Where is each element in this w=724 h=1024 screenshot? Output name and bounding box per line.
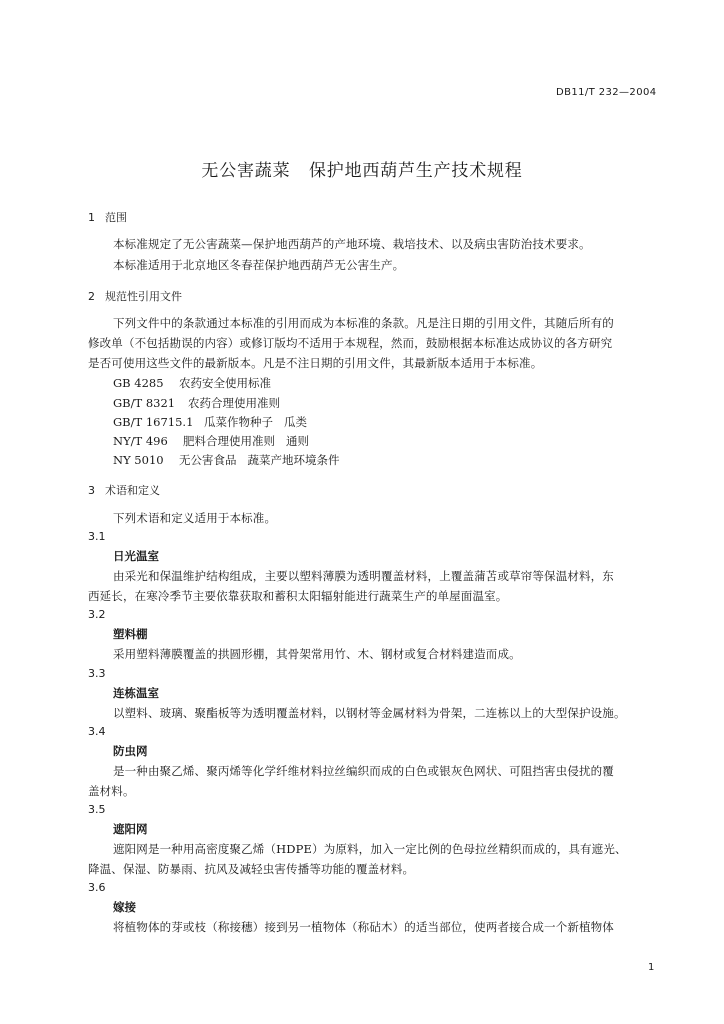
term-title: 塑料棚 xyxy=(113,627,148,641)
subsection-number: 3.1 xyxy=(88,530,106,543)
term-title: 遮阳网 xyxy=(113,822,148,836)
section-title: 规范性引用文件 xyxy=(105,290,182,303)
reference-code: GB/T 8321 xyxy=(113,396,176,410)
page-number: 1 xyxy=(648,962,655,973)
reference-code: GB/T 16715.1 xyxy=(113,415,194,429)
section-title: 术语和定义 xyxy=(105,484,160,497)
document-title: 无公害蔬菜 保护地西葫芦生产技术规程 xyxy=(201,161,523,181)
subsection-number: 3.2 xyxy=(88,608,106,621)
term-title: 连栋温室 xyxy=(113,686,159,700)
subsection-number: 3.5 xyxy=(88,803,106,816)
reference-code: GB 4285 xyxy=(113,376,164,390)
paragraph: 遮阳网是一种用高密度聚乙烯（HDPE）为原料，加入一定比例的色母拉丝精织而成的，具有遮光、 xyxy=(113,842,627,856)
paragraph: 以塑料、玻璃、聚酯板等为透明覆盖材料，以钢材等金属材料为骨架，二连栋以上的大型保护设施。 xyxy=(113,706,626,720)
term-title: 防虫网 xyxy=(113,744,148,758)
reference-name: 无公害食品 蔬菜产地环境条件 xyxy=(179,453,340,467)
reference-item xyxy=(113,395,280,411)
section-title: 范围 xyxy=(105,211,127,224)
paragraph: 采用塑料薄膜覆盖的拱圆形棚，其骨架常用竹、木、钢材或复合材料建造而成。 xyxy=(113,647,521,661)
paragraph: 本标准适用于北京地区冬春茬保护地西葫芦无公害生产。 xyxy=(113,258,405,272)
paragraph: 修改单（不包括勘误的内容）或修订版均不适用于本规程，然而，鼓励根据本标准达成协议的各方研究 xyxy=(88,336,613,350)
reference-item xyxy=(113,375,271,391)
section-number: 2 xyxy=(88,290,95,303)
subsection-number: 3.4 xyxy=(88,725,106,738)
subsection-number: 3.6 xyxy=(88,881,106,894)
paragraph: 将植物体的芽或枝（称接穗）接到另一植物体（称砧木）的适当部位，使两者接合成一个新植物体 xyxy=(113,920,614,934)
reference-name: 肥料合理使用准则 通则 xyxy=(183,434,309,448)
section-number: 3 xyxy=(88,484,95,497)
paragraph: 西延长，在寒冷季节主要依靠获取和蓄积太阳辐射能进行蔬菜生产的单屋面温室。 xyxy=(88,589,508,603)
paragraph: 是否可使用这些文件的最新版本。凡是不注日期的引用文件，其最新版本适用于本标准。 xyxy=(88,356,543,370)
subsection-number: 3.3 xyxy=(88,667,106,680)
section-1-heading xyxy=(88,209,127,225)
reference-item xyxy=(113,414,307,430)
section-number: 1 xyxy=(88,211,95,224)
term-title: 嫁接 xyxy=(113,900,136,914)
reference-item xyxy=(113,452,339,468)
paragraph: 降温、保湿、防暴雨、抗风及减轻虫害传播等功能的覆盖材料。 xyxy=(88,862,415,876)
section-3-heading xyxy=(88,482,160,498)
paragraph: 下列文件中的条款通过本标准的引用而成为本标准的条款。凡是注日期的引用文件，其随后所有的 xyxy=(113,316,614,330)
paragraph: 盖材料。 xyxy=(88,784,135,798)
paragraph: 是一种由聚乙烯、聚丙烯等化学纤维材料拉丝编织而成的白色或银灰色网状、可阻挡害虫侵扰的覆 xyxy=(113,764,614,778)
reference-item xyxy=(113,433,309,449)
reference-name: 农药安全使用标准 xyxy=(179,376,271,390)
reference-name: 瓜菜作物种子 瓜类 xyxy=(204,415,307,429)
paragraph: 本标准规定了无公害蔬菜—保护地西葫芦的产地环境、栽培技术、以及病虫害防治技术要求。 xyxy=(113,237,591,251)
section-2-heading xyxy=(88,288,182,304)
reference-code: NY/T 496 xyxy=(113,434,168,448)
paragraph: 下列术语和定义适用于本标准。 xyxy=(113,511,277,525)
reference-name: 农药合理使用准则 xyxy=(188,396,280,410)
reference-code: NY 5010 xyxy=(113,453,164,467)
term-title: 日光温室 xyxy=(113,549,159,563)
standard-code: DB11/T 232—2004 xyxy=(556,87,657,98)
paragraph: 由采光和保温维护结构组成，主要以塑料薄膜为透明覆盖材料，上覆盖蒲苫或草帘等保温材料，东 xyxy=(113,569,614,583)
